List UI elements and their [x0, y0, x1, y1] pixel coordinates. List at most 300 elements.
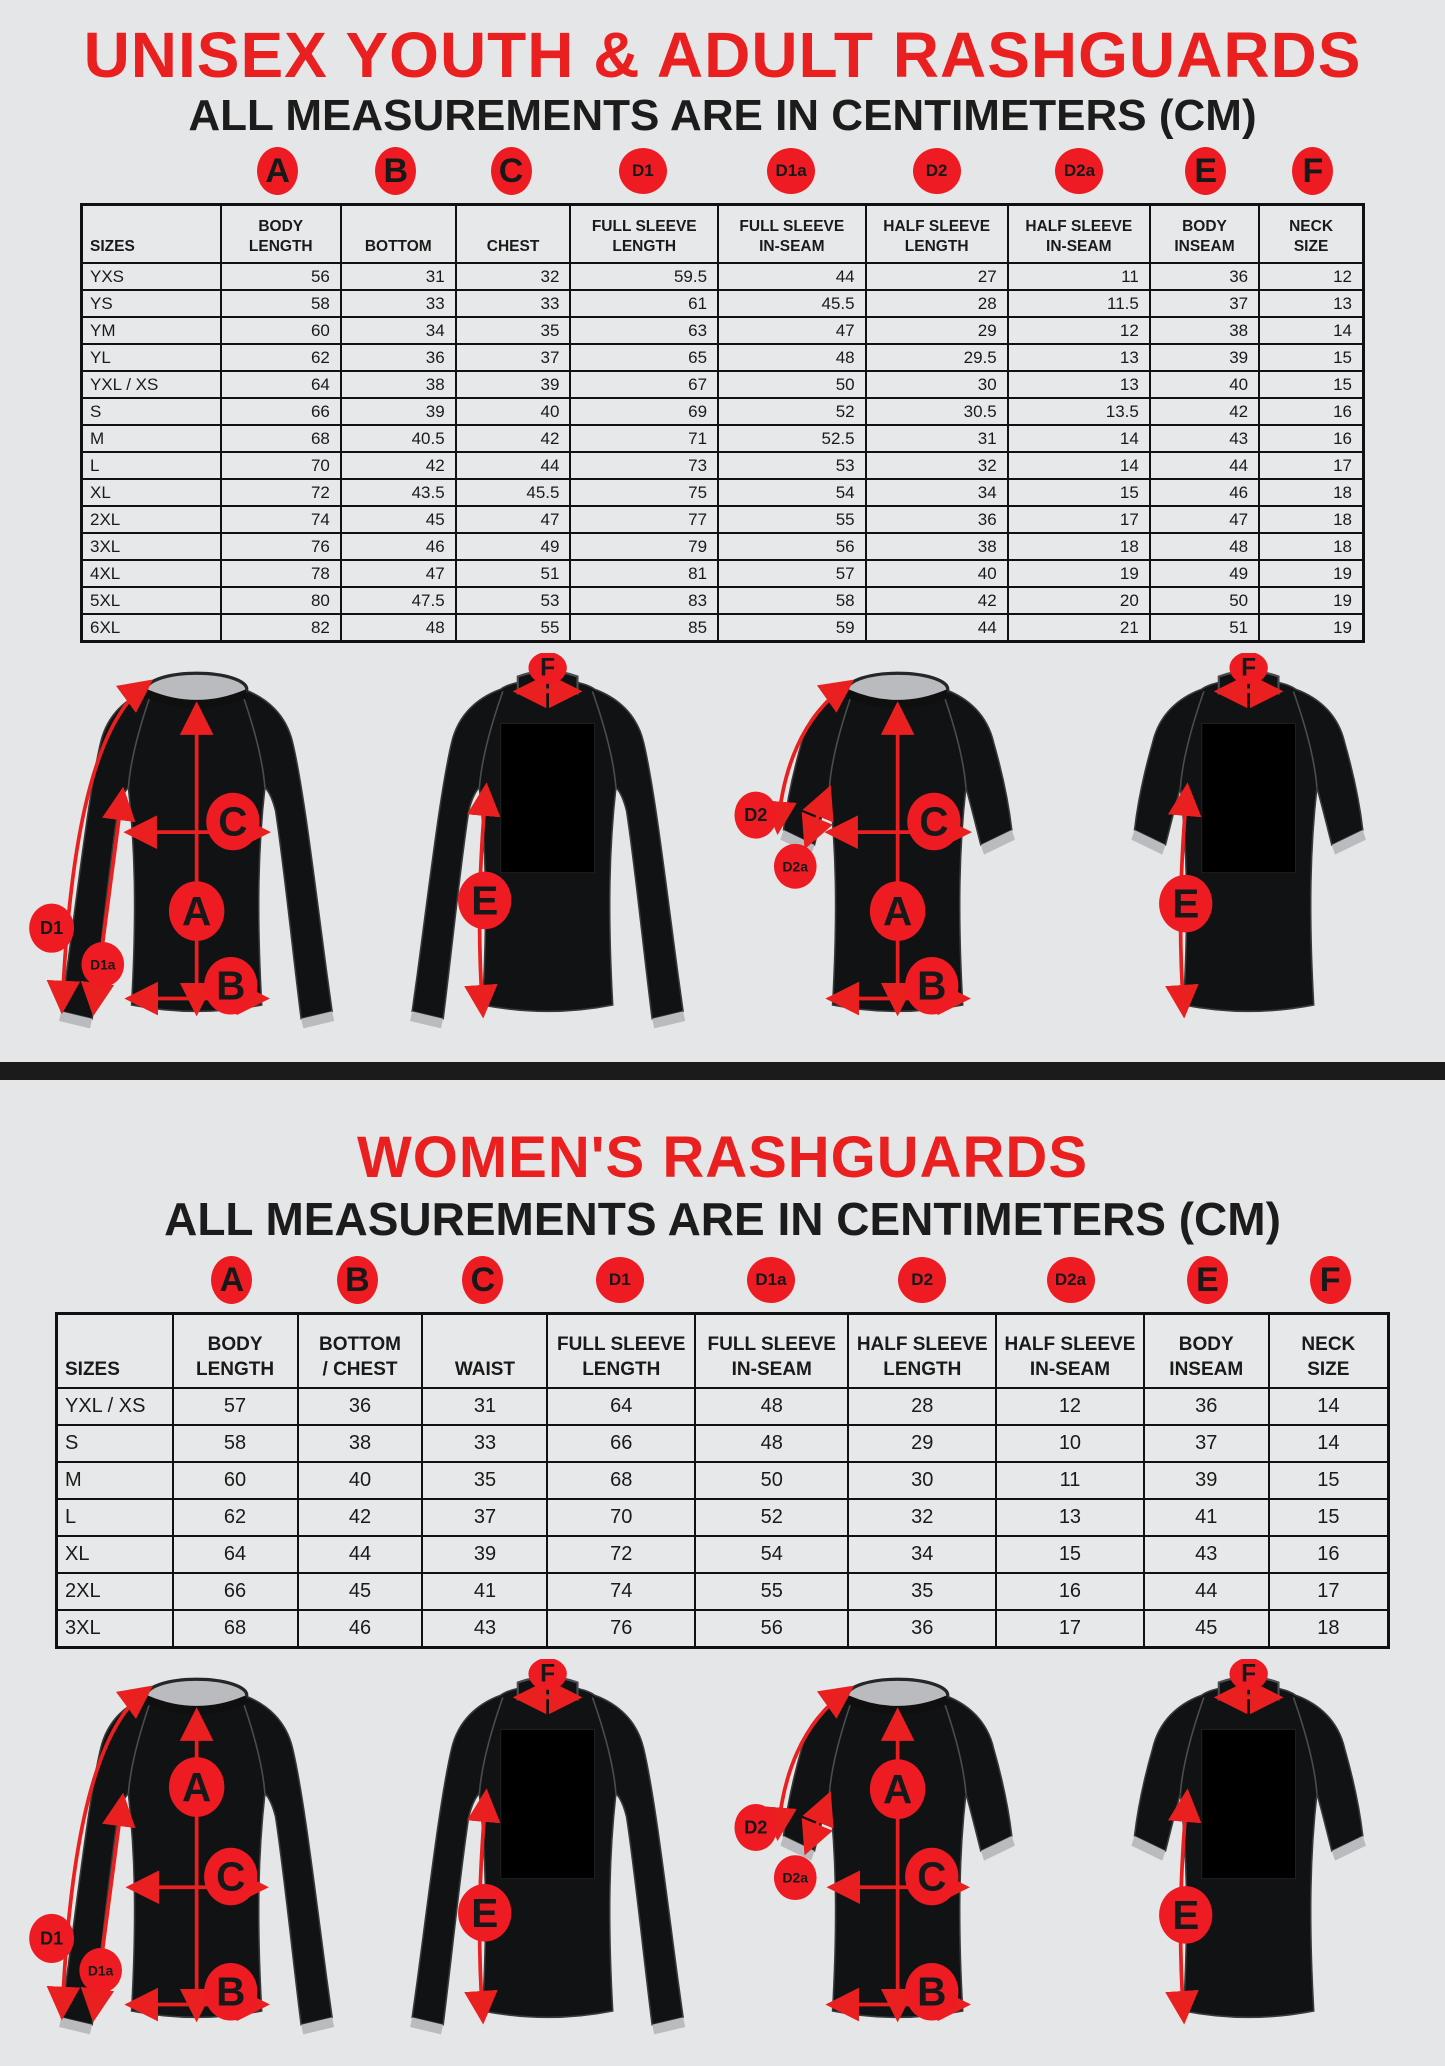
measure-key-circle-b: B	[337, 1256, 378, 1304]
column-header: HALF SLEEVE IN-SEAM	[995, 1315, 1143, 1387]
value-cell: 30	[847, 1461, 995, 1498]
value-cell: 56	[717, 532, 865, 559]
value-cell: 31	[421, 1387, 546, 1424]
svg-text:B: B	[917, 1968, 947, 2015]
value-cell: 18	[1258, 505, 1362, 532]
column-header: FULL SLEEVE LENGTH	[569, 206, 717, 262]
measure-key-circle-e: E	[1187, 1256, 1228, 1304]
womens-long-sleeve-back-diagram	[377, 1659, 718, 2064]
value-cell: 43.5	[340, 478, 455, 505]
value-cell: 35	[847, 1572, 995, 1609]
unisex-short-sleeve-back-diagram	[1078, 653, 1419, 1058]
circle-cell	[1185, 147, 1226, 195]
value-cell: 64	[172, 1535, 297, 1572]
womens-size-table	[55, 1312, 1390, 1649]
value-cell: 37	[421, 1498, 546, 1535]
unisex-measure-key-row	[80, 143, 1365, 199]
value-cell: 30.5	[865, 397, 1007, 424]
womens-section	[0, 1080, 1445, 2064]
value-cell: 40.5	[340, 424, 455, 451]
value-cell: 29	[847, 1424, 995, 1461]
value-cell: 29	[865, 316, 1007, 343]
measure-key-circle-a: A	[211, 1256, 252, 1304]
value-cell: 74	[546, 1572, 694, 1609]
value-cell: 15	[1258, 343, 1362, 370]
circle-b	[204, 957, 257, 1015]
measure-key-circle-c: C	[462, 1256, 503, 1304]
value-cell: 15	[1007, 478, 1149, 505]
svg-text:A: A	[883, 1766, 913, 1813]
size-cell: L	[83, 451, 220, 478]
value-cell: 55	[694, 1572, 847, 1609]
value-cell: 13	[1007, 343, 1149, 370]
column-header: BODY LENGTH	[220, 206, 340, 262]
svg-text:D2a: D2a	[782, 1869, 809, 1886]
circle-a	[169, 881, 224, 941]
value-cell: 37	[455, 343, 570, 370]
svg-text:C: C	[917, 1853, 947, 1900]
value-cell: 50	[1149, 586, 1258, 613]
svg-text:A: A	[883, 888, 913, 935]
measure-key-circle-f: F	[1292, 147, 1333, 195]
value-cell: 49	[455, 532, 570, 559]
circle-e	[1159, 875, 1212, 933]
value-cell: 56	[220, 262, 340, 289]
circle-d1	[29, 1914, 74, 1963]
value-cell: 41	[1143, 1498, 1268, 1535]
size-cell: 2XL	[58, 1572, 172, 1609]
size-cell: L	[58, 1498, 172, 1535]
size-cell: S	[58, 1424, 172, 1461]
value-cell: 45	[297, 1572, 422, 1609]
svg-text:C: C	[919, 798, 949, 845]
value-cell: 40	[297, 1461, 422, 1498]
value-cell: 12	[995, 1387, 1143, 1424]
circle-b	[204, 1963, 257, 2021]
value-cell: 12	[1007, 316, 1149, 343]
value-cell: 38	[340, 370, 455, 397]
circle-f	[528, 1659, 566, 1690]
value-cell: 53	[717, 451, 865, 478]
value-cell: 70	[220, 451, 340, 478]
size-cell: YXL / XS	[58, 1387, 172, 1424]
value-cell: 35	[455, 316, 570, 343]
value-cell: 14	[1268, 1424, 1387, 1461]
size-cell: 2XL	[83, 505, 220, 532]
womens-subtitle: ALL MEASUREMENTS ARE IN CENTIMETERS (CM)	[164, 1193, 1281, 1246]
value-cell: 47.5	[340, 586, 455, 613]
svg-text:B: B	[216, 962, 246, 1009]
value-cell: 31	[865, 424, 1007, 451]
circle-cell	[1047, 1257, 1095, 1303]
value-cell: 16	[995, 1572, 1143, 1609]
value-cell: 44	[297, 1535, 422, 1572]
column-header: WAIST	[421, 1315, 546, 1387]
value-cell: 14	[1007, 451, 1149, 478]
size-cell: M	[83, 424, 220, 451]
value-cell: 66	[220, 397, 340, 424]
value-cell: 77	[569, 505, 717, 532]
value-cell: 33	[340, 289, 455, 316]
measure-key-circle-b: B	[375, 147, 416, 195]
svg-text:C: C	[216, 1853, 246, 1900]
value-cell: 66	[546, 1424, 694, 1461]
value-cell: 36	[297, 1387, 422, 1424]
value-cell: 85	[569, 613, 717, 640]
section-divider	[0, 1062, 1445, 1080]
value-cell: 76	[220, 532, 340, 559]
value-cell: 46	[297, 1609, 422, 1646]
measure-key-circle-d2a: D2a	[1055, 148, 1103, 194]
value-cell: 43	[1143, 1535, 1268, 1572]
column-header: FULL SLEEVE IN-SEAM	[694, 1315, 847, 1387]
circle-cell	[898, 1257, 946, 1303]
womens-short-sleeve-back-diagram	[1078, 1659, 1419, 2064]
circle-c	[905, 1848, 958, 1906]
value-cell: 14	[1258, 316, 1362, 343]
circle-e	[458, 1884, 511, 1942]
value-cell: 30	[865, 370, 1007, 397]
value-cell: 16	[1258, 397, 1362, 424]
value-cell: 53	[455, 586, 570, 613]
value-cell: 58	[172, 1424, 297, 1461]
value-cell: 47	[455, 505, 570, 532]
value-cell: 16	[1268, 1535, 1387, 1572]
column-header: CHEST	[455, 206, 570, 262]
circle-d1	[29, 904, 74, 953]
value-cell: 15	[1268, 1461, 1387, 1498]
circle-f	[1229, 653, 1267, 684]
value-cell: 38	[865, 532, 1007, 559]
value-cell: 55	[717, 505, 865, 532]
size-cell: YL	[83, 343, 220, 370]
value-cell: 57	[172, 1387, 297, 1424]
value-cell: 48	[1149, 532, 1258, 559]
value-cell: 64	[220, 370, 340, 397]
value-cell: 52.5	[717, 424, 865, 451]
value-cell: 60	[220, 316, 340, 343]
size-cell: XL	[83, 478, 220, 505]
value-cell: 61	[569, 289, 717, 316]
value-cell: 44	[455, 451, 570, 478]
value-cell: 48	[694, 1424, 847, 1461]
value-cell: 19	[1258, 586, 1362, 613]
unisex-long-sleeve-front-diagram	[26, 653, 367, 1058]
value-cell: 15	[995, 1535, 1143, 1572]
svg-text:A: A	[182, 1764, 212, 1811]
value-cell: 38	[297, 1424, 422, 1461]
value-cell: 59	[717, 613, 865, 640]
value-cell: 13	[1007, 370, 1149, 397]
circle-cell	[1292, 147, 1333, 195]
measure-key-circle-e: E	[1185, 147, 1226, 195]
measure-key-circle-c: C	[491, 147, 532, 195]
unisex-long-sleeve-back-diagram	[377, 653, 718, 1058]
value-cell: 39	[1149, 343, 1258, 370]
value-cell: 52	[694, 1498, 847, 1535]
value-cell: 42	[1149, 397, 1258, 424]
value-cell: 44	[865, 613, 1007, 640]
measure-key-circle-d2: D2	[898, 1257, 946, 1303]
value-cell: 34	[865, 478, 1007, 505]
circle-a	[870, 1759, 925, 1819]
value-cell: 11	[1007, 262, 1149, 289]
value-cell: 18	[1007, 532, 1149, 559]
svg-text:F: F	[1240, 1660, 1256, 1688]
value-cell: 50	[694, 1461, 847, 1498]
circle-cell	[211, 1256, 252, 1304]
value-cell: 15	[1258, 370, 1362, 397]
circle-c	[204, 1848, 257, 1906]
value-cell: 52	[717, 397, 865, 424]
value-cell: 13.5	[1007, 397, 1149, 424]
size-cell: S	[83, 397, 220, 424]
value-cell: 47	[717, 316, 865, 343]
measure-key-circle-d1: D1	[619, 148, 667, 194]
value-cell: 11.5	[1007, 289, 1149, 316]
value-cell: 76	[546, 1609, 694, 1646]
size-cell: XL	[58, 1535, 172, 1572]
value-cell: 51	[1149, 613, 1258, 640]
size-cell: YM	[83, 316, 220, 343]
value-cell: 37	[1143, 1424, 1268, 1461]
column-header: BODY INSEAM	[1143, 1315, 1268, 1387]
circle-cell	[596, 1257, 644, 1303]
value-cell: 36	[865, 505, 1007, 532]
circle-a	[870, 881, 925, 941]
svg-text:F: F	[539, 654, 555, 682]
value-cell: 18	[1268, 1609, 1387, 1646]
value-cell: 68	[172, 1609, 297, 1646]
circle-cell	[767, 148, 815, 194]
column-header: SIZES	[90, 238, 135, 256]
value-cell: 58	[717, 586, 865, 613]
circle-cell	[619, 148, 667, 194]
value-cell: 43	[421, 1609, 546, 1646]
circle-d2	[735, 1804, 778, 1851]
value-cell: 78	[220, 559, 340, 586]
value-cell: 46	[1149, 478, 1258, 505]
measure-key-circle-d1: D1	[596, 1257, 644, 1303]
value-cell: 32	[847, 1498, 995, 1535]
circle-cell	[913, 148, 961, 194]
circle-cell	[462, 1256, 503, 1304]
value-cell: 17	[995, 1609, 1143, 1646]
value-cell: 34	[847, 1535, 995, 1572]
value-cell: 62	[172, 1498, 297, 1535]
value-cell: 42	[297, 1498, 422, 1535]
svg-text:F: F	[539, 1660, 555, 1688]
column-header: HALF SLEEVE IN-SEAM	[1007, 206, 1149, 262]
circle-f	[528, 653, 566, 684]
svg-text:B: B	[216, 1968, 246, 2015]
circle-cell	[375, 147, 416, 195]
value-cell: 44	[1143, 1572, 1268, 1609]
womens-diagrams	[0, 1659, 1445, 2064]
value-cell: 54	[717, 478, 865, 505]
column-header: BOTTOM	[340, 206, 455, 262]
value-cell: 17	[1258, 451, 1362, 478]
circle-b	[905, 957, 958, 1015]
measure-key-circle-f: F	[1310, 1256, 1351, 1304]
svg-text:D2: D2	[744, 1817, 768, 1838]
value-cell: 36	[847, 1609, 995, 1646]
value-cell: 36	[1143, 1387, 1268, 1424]
column-header: NECK SIZE	[1268, 1315, 1387, 1387]
value-cell: 28	[865, 289, 1007, 316]
size-cell: 3XL	[83, 532, 220, 559]
value-cell: 42	[455, 424, 570, 451]
measure-key-circle-d2a: D2a	[1047, 1257, 1095, 1303]
value-cell: 32	[455, 262, 570, 289]
value-cell: 27	[865, 262, 1007, 289]
value-cell: 62	[220, 343, 340, 370]
size-cell: YXL / XS	[83, 370, 220, 397]
value-cell: 73	[569, 451, 717, 478]
circle-cell	[257, 147, 298, 195]
circle-cell	[1310, 1256, 1351, 1304]
value-cell: 40	[455, 397, 570, 424]
svg-text:A: A	[182, 888, 212, 935]
value-cell: 48	[717, 343, 865, 370]
value-cell: 60	[172, 1461, 297, 1498]
measure-key-circle-d1a: D1a	[767, 148, 815, 194]
value-cell: 56	[694, 1609, 847, 1646]
value-cell: 74	[220, 505, 340, 532]
column-header: SIZES	[65, 1358, 120, 1380]
value-cell: 70	[546, 1498, 694, 1535]
value-cell: 36	[340, 343, 455, 370]
svg-text:E: E	[1171, 880, 1199, 927]
value-cell: 32	[865, 451, 1007, 478]
value-cell: 48	[340, 613, 455, 640]
value-cell: 57	[717, 559, 865, 586]
circle-e	[1159, 1886, 1212, 1944]
value-cell: 55	[455, 613, 570, 640]
column-header: HALF SLEEVE LENGTH	[847, 1315, 995, 1387]
svg-text:D1: D1	[40, 918, 64, 939]
value-cell: 39	[1143, 1461, 1268, 1498]
circle-d2a	[774, 1855, 817, 1900]
svg-text:D2: D2	[744, 805, 768, 826]
unisex-short-sleeve-front-diagram	[727, 653, 1068, 1058]
value-cell: 68	[546, 1461, 694, 1498]
womens-measure-key-row	[55, 1252, 1390, 1308]
value-cell: 18	[1258, 478, 1362, 505]
womens-short-sleeve-front-diagram	[727, 1659, 1068, 2064]
value-cell: 39	[455, 370, 570, 397]
value-cell: 66	[172, 1572, 297, 1609]
value-cell: 13	[995, 1498, 1143, 1535]
value-cell: 45.5	[455, 478, 570, 505]
unisex-subtitle: ALL MEASUREMENTS ARE IN CENTIMETERS (CM)	[188, 91, 1257, 141]
value-cell: 67	[569, 370, 717, 397]
size-cell: 3XL	[58, 1609, 172, 1646]
circle-cell	[747, 1257, 795, 1303]
unisex-diagrams	[0, 653, 1445, 1058]
value-cell: 64	[546, 1387, 694, 1424]
circle-c	[907, 793, 960, 851]
circle-f	[1229, 1659, 1267, 1690]
svg-text:E: E	[470, 877, 498, 924]
value-cell: 58	[220, 289, 340, 316]
value-cell: 14	[1007, 424, 1149, 451]
value-cell: 48	[694, 1387, 847, 1424]
svg-text:D1a: D1a	[90, 956, 116, 973]
value-cell: 69	[569, 397, 717, 424]
value-cell: 11	[995, 1461, 1143, 1498]
svg-text:D1: D1	[40, 1928, 64, 1949]
column-header: BOTTOM / CHEST	[297, 1315, 422, 1387]
value-cell: 20	[1007, 586, 1149, 613]
value-cell: 39	[340, 397, 455, 424]
value-cell: 35	[421, 1461, 546, 1498]
size-cell: YXS	[83, 262, 220, 289]
column-header: HALF SLEEVE LENGTH	[865, 206, 1007, 262]
value-cell: 14	[1268, 1387, 1387, 1424]
circle-d2a	[774, 844, 817, 889]
value-cell: 37	[1149, 289, 1258, 316]
value-cell: 79	[569, 532, 717, 559]
womens-long-sleeve-front-diagram	[26, 1659, 367, 2064]
value-cell: 18	[1258, 532, 1362, 559]
value-cell: 21	[1007, 613, 1149, 640]
svg-text:F: F	[1240, 654, 1256, 682]
value-cell: 46	[340, 532, 455, 559]
value-cell: 50	[717, 370, 865, 397]
value-cell: 83	[569, 586, 717, 613]
value-cell: 10	[995, 1424, 1143, 1461]
value-cell: 44	[717, 262, 865, 289]
value-cell: 12	[1258, 262, 1362, 289]
svg-text:B: B	[917, 962, 947, 1009]
womens-title: WOMEN'S RASHGUARDS	[356, 1125, 1089, 1191]
value-cell: 44	[1149, 451, 1258, 478]
svg-text:E: E	[470, 1890, 498, 1937]
value-cell: 45	[1143, 1609, 1268, 1646]
svg-text:D2a: D2a	[782, 858, 809, 875]
circle-d1a	[79, 1948, 122, 1993]
value-cell: 63	[569, 316, 717, 343]
value-cell: 19	[1258, 613, 1362, 640]
value-cell: 34	[340, 316, 455, 343]
value-cell: 47	[340, 559, 455, 586]
value-cell: 81	[569, 559, 717, 586]
value-cell: 72	[220, 478, 340, 505]
value-cell: 38	[1149, 316, 1258, 343]
value-cell: 51	[455, 559, 570, 586]
value-cell: 65	[569, 343, 717, 370]
circle-d2	[735, 792, 778, 839]
value-cell: 17	[1268, 1572, 1387, 1609]
circle-cell	[491, 147, 532, 195]
svg-text:C: C	[218, 798, 248, 845]
value-cell: 43	[1149, 424, 1258, 451]
value-cell: 16	[1258, 424, 1362, 451]
measure-key-circle-d2: D2	[913, 148, 961, 194]
unisex-title: UNISEX YOUTH & ADULT RASHGUARDS	[83, 19, 1362, 91]
value-cell: 42	[340, 451, 455, 478]
value-cell: 49	[1149, 559, 1258, 586]
value-cell: 80	[220, 586, 340, 613]
value-cell: 29.5	[865, 343, 1007, 370]
value-cell: 82	[220, 613, 340, 640]
value-cell: 40	[865, 559, 1007, 586]
value-cell: 71	[569, 424, 717, 451]
column-header: BODY LENGTH	[172, 1315, 297, 1387]
value-cell: 19	[1258, 559, 1362, 586]
value-cell: 33	[421, 1424, 546, 1461]
